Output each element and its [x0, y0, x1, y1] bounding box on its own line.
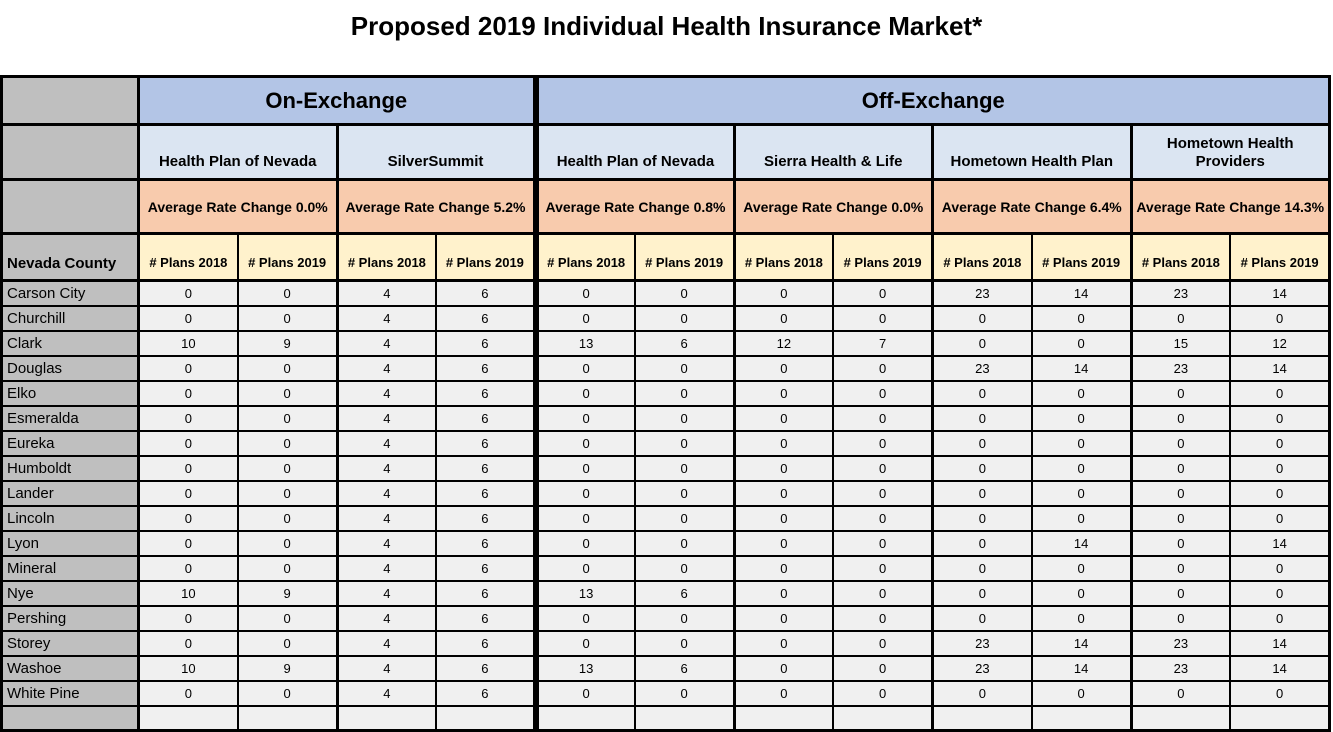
plan-count-cell: 0: [536, 506, 635, 531]
plan-count-cell: 10: [139, 331, 238, 356]
plan-count-cell: 0: [933, 681, 1032, 706]
plan-count-cell: 0: [1131, 456, 1230, 481]
plans-column-header: # Plans 2018: [536, 234, 635, 281]
plan-count-cell: 6: [436, 631, 535, 656]
plan-count-cell: 13: [536, 331, 635, 356]
plan-count-cell: 6: [436, 331, 535, 356]
plan-count-cell: 0: [833, 431, 932, 456]
plan-count-cell: 0: [1131, 531, 1230, 556]
plan-count-cell: 0: [536, 481, 635, 506]
plan-count-cell: 0: [635, 631, 734, 656]
plan-count-cell: 0: [536, 381, 635, 406]
county-row: [2, 656, 1330, 681]
plan-count-cell: 4: [337, 481, 436, 506]
plan-count-cell: 0: [734, 556, 833, 581]
plan-count-cell: [337, 706, 436, 731]
plan-count-cell: 23: [1131, 281, 1230, 306]
plan-count-cell: 0: [734, 681, 833, 706]
plan-count-cell: [635, 706, 734, 731]
carrier-header: Hometown Health Providers: [1131, 125, 1330, 180]
plan-count-cell: 0: [833, 631, 932, 656]
plan-count-cell: 6: [436, 556, 535, 581]
plan-count-cell: 0: [833, 506, 932, 531]
plan-count-cell: 12: [734, 331, 833, 356]
plan-count-cell: 4: [337, 556, 436, 581]
plan-count-cell: 0: [635, 431, 734, 456]
plan-count-cell: 4: [337, 631, 436, 656]
rate-change-cell: Average Rate Change 6.4%: [933, 180, 1132, 234]
plan-count-cell: 0: [1230, 456, 1329, 481]
plan-count-cell: 0: [1032, 506, 1131, 531]
county-name-cell: [2, 706, 139, 731]
plan-count-cell: 0: [933, 531, 1032, 556]
rate-change-cell: Average Rate Change 14.3%: [1131, 180, 1330, 234]
plan-count-cell: 4: [337, 656, 436, 681]
plan-count-cell: 23: [1131, 631, 1230, 656]
plan-count-cell: 23: [933, 656, 1032, 681]
corner-cell-blank: [2, 125, 139, 180]
county-row: [2, 381, 1330, 406]
plan-count-cell: 0: [933, 306, 1032, 331]
county-row: [2, 681, 1330, 706]
plan-count-cell: [833, 706, 932, 731]
plan-count-cell: [933, 706, 1032, 731]
county-row: [2, 431, 1330, 456]
plan-count-cell: 0: [833, 406, 932, 431]
plan-count-cell: 0: [1131, 506, 1230, 531]
plan-count-cell: 0: [734, 456, 833, 481]
plan-count-cell: 0: [536, 431, 635, 456]
plans-column-header: # Plans 2018: [734, 234, 833, 281]
plan-count-cell: 6: [436, 506, 535, 531]
county-name-cell: Lyon: [2, 531, 139, 556]
plan-count-cell: 0: [536, 531, 635, 556]
county-name-cell: Douglas: [2, 356, 139, 381]
plan-count-cell: 0: [536, 281, 635, 306]
plan-count-cell: 23: [1131, 356, 1230, 381]
plan-count-cell: 0: [833, 381, 932, 406]
plan-count-cell: 0: [1131, 306, 1230, 331]
plan-count-cell: 4: [337, 431, 436, 456]
county-name-cell: Carson City: [2, 281, 139, 306]
plan-count-cell: 0: [933, 581, 1032, 606]
plan-count-cell: 0: [635, 306, 734, 331]
plan-count-cell: 0: [1131, 681, 1230, 706]
plan-count-cell: 0: [238, 556, 337, 581]
plan-count-cell: 9: [238, 331, 337, 356]
plan-count-cell: 0: [238, 531, 337, 556]
plan-count-cell: 0: [238, 306, 337, 331]
plan-count-cell: 0: [933, 331, 1032, 356]
plan-count-cell: 4: [337, 531, 436, 556]
exchange-header-row: [2, 77, 1330, 125]
plan-count-cell: 0: [1032, 581, 1131, 606]
insurance-market-table: [0, 75, 1331, 732]
plan-count-cell: 0: [139, 681, 238, 706]
county-name-cell: Elko: [2, 381, 139, 406]
plan-count-cell: 0: [238, 506, 337, 531]
rate-change-row: [2, 180, 1330, 234]
plan-count-cell: 6: [436, 531, 535, 556]
plan-count-cell: 6: [436, 356, 535, 381]
plan-count-cell: 0: [1230, 406, 1329, 431]
plan-count-cell: 0: [1131, 606, 1230, 631]
plan-count-cell: 0: [734, 581, 833, 606]
county-name-cell: Lander: [2, 481, 139, 506]
county-name-cell: Lincoln: [2, 506, 139, 531]
county-row: [2, 406, 1330, 431]
corner-cell-blank: [2, 77, 139, 125]
plan-count-cell: 4: [337, 406, 436, 431]
plan-count-cell: [734, 706, 833, 731]
plan-count-cell: 0: [933, 481, 1032, 506]
plan-count-cell: 0: [1131, 481, 1230, 506]
county-row: [2, 456, 1330, 481]
plans-column-header: # Plans 2019: [1230, 234, 1329, 281]
county-row: [2, 306, 1330, 331]
plan-count-cell: 0: [139, 406, 238, 431]
plan-count-cell: 0: [833, 306, 932, 331]
plan-count-cell: 0: [238, 631, 337, 656]
plan-count-cell: 6: [635, 581, 734, 606]
plan-count-cell: 0: [1131, 406, 1230, 431]
plan-count-cell: 0: [833, 581, 932, 606]
plan-count-cell: 0: [933, 456, 1032, 481]
plan-count-cell: 13: [536, 581, 635, 606]
plans-column-header: # Plans 2019: [238, 234, 337, 281]
plan-count-cell: 0: [833, 656, 932, 681]
plan-count-cell: 0: [635, 381, 734, 406]
plan-count-cell: 0: [833, 356, 932, 381]
header-on-exchange: On-Exchange: [139, 77, 536, 125]
plan-count-cell: 15: [1131, 331, 1230, 356]
county-row: [2, 631, 1330, 656]
plan-count-cell: 0: [238, 356, 337, 381]
plan-count-cell: 6: [436, 381, 535, 406]
plan-count-cell: 0: [635, 456, 734, 481]
county-row: [2, 506, 1330, 531]
plan-count-cell: 0: [1131, 381, 1230, 406]
rate-change-cell: Average Rate Change 0.8%: [536, 180, 735, 234]
plan-count-cell: 0: [139, 306, 238, 331]
plan-count-cell: 4: [337, 606, 436, 631]
plan-count-cell: 14: [1032, 356, 1131, 381]
plan-count-cell: 0: [1032, 481, 1131, 506]
plan-count-cell: 0: [1032, 456, 1131, 481]
plan-count-cell: 0: [734, 631, 833, 656]
plan-count-cell: 0: [635, 556, 734, 581]
plans-column-header: # Plans 2019: [635, 234, 734, 281]
plan-count-cell: 0: [139, 506, 238, 531]
rate-change-cell: Average Rate Change 5.2%: [337, 180, 536, 234]
plan-count-cell: 4: [337, 456, 436, 481]
plan-count-cell: 4: [337, 581, 436, 606]
plan-count-cell: 0: [536, 606, 635, 631]
plan-count-cell: 0: [1131, 581, 1230, 606]
plan-count-cell: 0: [139, 556, 238, 581]
plan-count-cell: 0: [238, 681, 337, 706]
plan-count-cell: 0: [1032, 381, 1131, 406]
plan-count-cell: [536, 706, 635, 731]
plan-count-cell: 0: [1230, 431, 1329, 456]
plan-count-cell: 6: [436, 606, 535, 631]
plan-count-cell: 14: [1032, 281, 1131, 306]
plan-count-cell: 0: [139, 381, 238, 406]
plan-count-cell: 0: [1131, 556, 1230, 581]
county-row: [2, 481, 1330, 506]
plans-column-header: # Plans 2019: [436, 234, 535, 281]
carrier-header: Hometown Health Plan: [933, 125, 1132, 180]
plan-count-cell: 0: [734, 356, 833, 381]
plan-count-cell: 6: [436, 581, 535, 606]
plans-column-header: # Plans 2018: [139, 234, 238, 281]
plan-count-cell: 0: [238, 406, 337, 431]
plan-count-cell: 23: [933, 356, 1032, 381]
county-name-cell: Eureka: [2, 431, 139, 456]
plan-count-cell: 6: [436, 406, 535, 431]
plan-count-cell: 14: [1230, 356, 1329, 381]
plan-count-cell: 0: [635, 481, 734, 506]
plan-count-cell: 0: [1230, 306, 1329, 331]
plan-count-cell: 6: [436, 306, 535, 331]
plan-count-cell: 0: [1230, 481, 1329, 506]
plan-count-cell: 0: [933, 606, 1032, 631]
plan-count-cell: 4: [337, 681, 436, 706]
plan-count-cell: 0: [1032, 606, 1131, 631]
plan-count-cell: 0: [139, 356, 238, 381]
plan-count-cell: 0: [139, 631, 238, 656]
plan-count-cell: 6: [436, 481, 535, 506]
plan-count-cell: 0: [635, 506, 734, 531]
carrier-header: Health Plan of Nevada: [139, 125, 338, 180]
plan-count-cell: [1230, 706, 1329, 731]
plan-count-cell: 0: [536, 356, 635, 381]
plan-count-cell: 4: [337, 506, 436, 531]
plan-count-cell: 14: [1230, 281, 1329, 306]
county-name-cell: Storey: [2, 631, 139, 656]
county-row: [2, 556, 1330, 581]
plan-count-cell: 0: [1032, 406, 1131, 431]
plan-count-cell: 0: [734, 381, 833, 406]
page-title: Proposed 2019 Individual Health Insurance Market*: [350, 11, 983, 41]
plan-count-cell: 0: [238, 431, 337, 456]
plan-count-cell: 14: [1230, 531, 1329, 556]
plan-count-cell: 0: [139, 606, 238, 631]
plan-count-cell: 0: [536, 306, 635, 331]
plan-count-cell: 23: [933, 281, 1032, 306]
plan-count-cell: 0: [833, 606, 932, 631]
plan-count-cell: 0: [734, 656, 833, 681]
plan-count-cell: 4: [337, 306, 436, 331]
plan-count-cell: 14: [1032, 531, 1131, 556]
plan-count-cell: 0: [139, 431, 238, 456]
plan-count-cell: 10: [139, 656, 238, 681]
plan-count-cell: 6: [436, 681, 535, 706]
county-name-cell: Clark: [2, 331, 139, 356]
plan-count-cell: 0: [1032, 331, 1131, 356]
plan-count-cell: 0: [1230, 681, 1329, 706]
county-row: [2, 581, 1330, 606]
plan-count-cell: 0: [635, 356, 734, 381]
carrier-header: Sierra Health & Life: [734, 125, 933, 180]
plan-count-cell: 0: [635, 281, 734, 306]
plan-count-cell: [139, 706, 238, 731]
county-row: [2, 356, 1330, 381]
plan-count-cell: 0: [734, 481, 833, 506]
county-name-cell: White Pine: [2, 681, 139, 706]
plan-count-cell: 0: [734, 431, 833, 456]
plan-count-cell: 7: [833, 331, 932, 356]
header-off-exchange: Off-Exchange: [536, 77, 1330, 125]
plan-count-cell: 0: [635, 531, 734, 556]
plan-count-cell: 4: [337, 281, 436, 306]
plan-count-cell: 0: [833, 556, 932, 581]
plans-column-header: # Plans 2018: [337, 234, 436, 281]
plan-count-cell: 0: [833, 681, 932, 706]
plan-count-cell: 4: [337, 381, 436, 406]
county-name-cell: Pershing: [2, 606, 139, 631]
plan-count-cell: 0: [734, 306, 833, 331]
plan-count-cell: 6: [436, 281, 535, 306]
plan-count-cell: 0: [734, 281, 833, 306]
plan-count-cell: 9: [238, 581, 337, 606]
plan-count-cell: 6: [635, 331, 734, 356]
plan-count-cell: 0: [1032, 306, 1131, 331]
rate-change-cell: Average Rate Change 0.0%: [734, 180, 933, 234]
plan-count-cell: 0: [238, 606, 337, 631]
county-name-cell: Esmeralda: [2, 406, 139, 431]
plan-count-cell: 0: [833, 456, 932, 481]
plan-count-cell: 4: [337, 356, 436, 381]
plan-count-cell: 0: [139, 531, 238, 556]
plan-count-cell: 0: [635, 606, 734, 631]
plan-count-cell: 0: [139, 281, 238, 306]
plan-count-cell: 6: [436, 656, 535, 681]
plan-count-cell: 0: [1032, 681, 1131, 706]
county-name-cell: Washoe: [2, 656, 139, 681]
corner-cell-blank: [2, 180, 139, 234]
plan-count-cell: 0: [1230, 606, 1329, 631]
plan-count-cell: 0: [1230, 556, 1329, 581]
plan-count-cell: 0: [734, 606, 833, 631]
plan-count-cell: 0: [139, 481, 238, 506]
plan-count-cell: 0: [635, 681, 734, 706]
plans-column-header: # Plans 2019: [833, 234, 932, 281]
carrier-header-row: [2, 125, 1330, 180]
plan-count-cell: 0: [1032, 556, 1131, 581]
plan-count-cell: 14: [1032, 631, 1131, 656]
plan-count-cell: 6: [436, 456, 535, 481]
plan-count-cell: 0: [933, 381, 1032, 406]
plan-count-cell: 0: [536, 456, 635, 481]
plan-count-cell: [1032, 706, 1131, 731]
plan-count-cell: 0: [1131, 431, 1230, 456]
carrier-header: Health Plan of Nevada: [536, 125, 735, 180]
plan-count-cell: 6: [436, 431, 535, 456]
county-row: [2, 606, 1330, 631]
plan-count-cell: 0: [1230, 506, 1329, 531]
plan-count-cell: 0: [734, 531, 833, 556]
plan-count-cell: [436, 706, 535, 731]
plans-column-header: # Plans 2018: [1131, 234, 1230, 281]
rate-change-cell: Average Rate Change 0.0%: [139, 180, 338, 234]
plan-count-cell: [1131, 706, 1230, 731]
plan-count-cell: 0: [238, 381, 337, 406]
plan-count-cell: 0: [536, 681, 635, 706]
carrier-header: SilverSummit: [337, 125, 536, 180]
plan-count-cell: 0: [1230, 581, 1329, 606]
county-name-cell: Humboldt: [2, 456, 139, 481]
plan-count-cell: 0: [933, 406, 1032, 431]
plan-count-cell: 4: [337, 331, 436, 356]
plan-count-cell: 0: [635, 406, 734, 431]
plan-count-cell: 0: [933, 506, 1032, 531]
plan-count-cell: 14: [1230, 631, 1329, 656]
plan-count-cell: 0: [139, 456, 238, 481]
plan-count-cell: 6: [635, 656, 734, 681]
county-name-cell: Churchill: [2, 306, 139, 331]
plan-count-cell: 9: [238, 656, 337, 681]
plan-count-cell: 23: [933, 631, 1032, 656]
partial-row: [2, 706, 1330, 731]
plan-count-cell: 23: [1131, 656, 1230, 681]
plan-count-cell: 0: [238, 456, 337, 481]
plans-header-row: [2, 234, 1330, 281]
plan-count-cell: 0: [1032, 431, 1131, 456]
plan-count-cell: 0: [536, 631, 635, 656]
plan-count-cell: 0: [833, 481, 932, 506]
county-column-header: Nevada County: [2, 234, 139, 281]
plan-count-cell: 0: [536, 556, 635, 581]
plan-count-cell: 14: [1032, 656, 1131, 681]
plan-count-cell: 0: [833, 531, 932, 556]
plan-count-cell: 0: [933, 556, 1032, 581]
plans-column-header: # Plans 2019: [1032, 234, 1131, 281]
plan-count-cell: 0: [833, 281, 932, 306]
plan-count-cell: 0: [734, 406, 833, 431]
plan-count-cell: 12: [1230, 331, 1329, 356]
county-name-cell: Mineral: [2, 556, 139, 581]
county-name-cell: Nye: [2, 581, 139, 606]
plan-count-cell: 13: [536, 656, 635, 681]
plan-count-cell: 0: [536, 406, 635, 431]
plan-count-cell: 0: [933, 431, 1032, 456]
plan-count-cell: 0: [238, 481, 337, 506]
county-row: [2, 531, 1330, 556]
plan-count-cell: 14: [1230, 656, 1329, 681]
plan-count-cell: 0: [1230, 381, 1329, 406]
county-row: [2, 281, 1330, 306]
plan-count-cell: 10: [139, 581, 238, 606]
county-row: [2, 331, 1330, 356]
plan-count-cell: 0: [734, 506, 833, 531]
plans-column-header: # Plans 2018: [933, 234, 1032, 281]
plan-count-cell: [238, 706, 337, 731]
plan-count-cell: 0: [238, 281, 337, 306]
